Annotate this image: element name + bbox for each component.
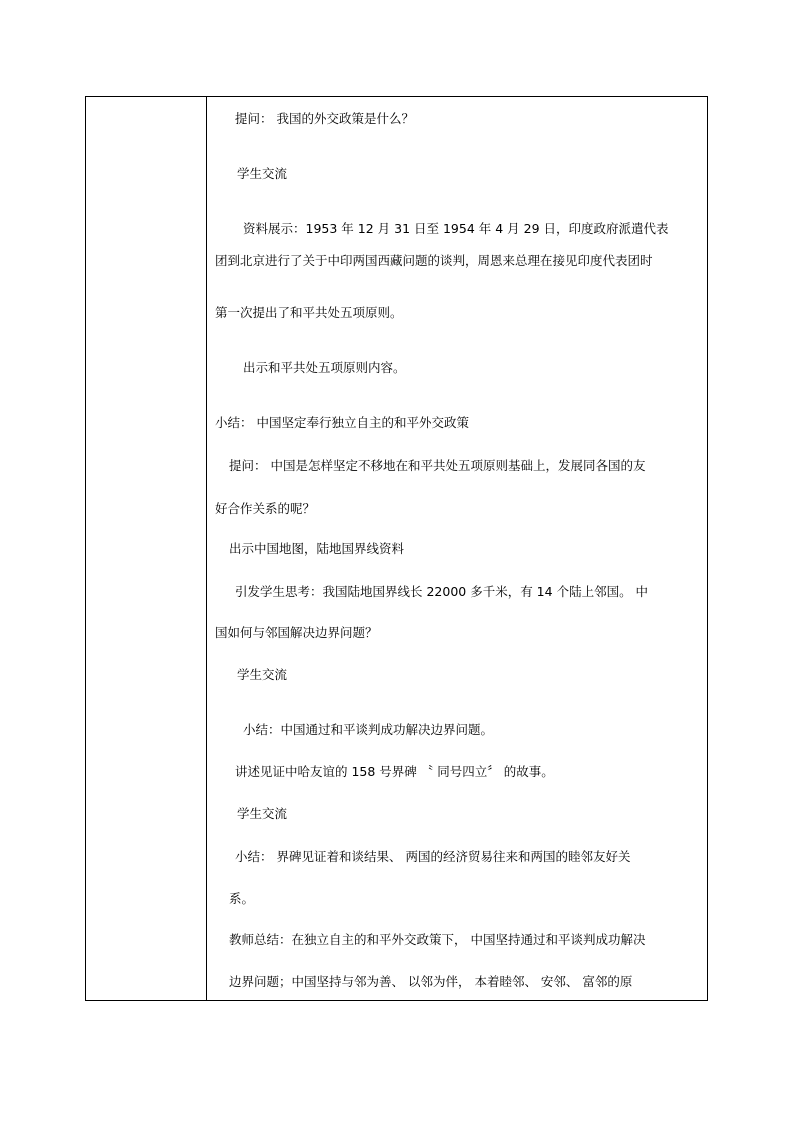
- left-cell: [86, 97, 207, 1000]
- summary-line: 小结：中国通过和平谈判成功解决边界问题。: [243, 722, 494, 737]
- summary-line: 系。: [229, 891, 255, 906]
- material-line: 团到北京进行了关于中印两国西藏问题的谈判，周恩来总理在接见印度代表团时: [215, 253, 653, 268]
- narration-line: 讲述见证中哈友谊的 158 号界碑 〝 同号四立〞 的故事。: [235, 764, 554, 779]
- show-line: 出示中国地图，陆地国界线资料: [229, 541, 405, 556]
- prompt-line: 国如何与邻国解决边界问题？: [215, 625, 378, 640]
- summary-line: 小结： 中国坚定奉行独立自主的和平外交政策: [215, 415, 469, 430]
- show-line: 出示和平共处五项原则内容。: [243, 360, 406, 375]
- question-line: 好合作关系的呢？: [215, 501, 316, 516]
- right-cell: [207, 97, 707, 1000]
- teacher-summary-line: 教师总结：在独立自主的和平外交政策下， 中国坚持通过和平谈判成功解决: [229, 932, 646, 947]
- summary-line: 小结： 界碑见证着和谈结果、 两国的经济贸易往来和两国的睦邻友好关: [235, 849, 631, 864]
- student-discussion: 学生交流: [237, 806, 288, 821]
- question-line: 提问： 中国是怎样坚定不移地在和平共处五项原则基础上，发展同各国的友: [229, 458, 646, 473]
- prompt-line: 引发学生思考：我国陆地国界线长 22000 多千米，有 14 个陆上邻国。 中: [235, 584, 649, 599]
- question-line: 提问： 我国的外交政策是什么？: [235, 111, 414, 126]
- student-discussion: 学生交流: [237, 667, 288, 682]
- student-discussion: 学生交流: [237, 166, 288, 181]
- teacher-summary-line: 边界问题；中国坚持与邻为善、 以邻为伴， 本着睦邻、 安邻、 富邻的原: [229, 974, 633, 989]
- lesson-table: [85, 96, 708, 1001]
- material-line: 第一次提出了和平共处五项原则。: [215, 305, 403, 320]
- material-line: 资料展示：1953 年 12 月 31 日至 1954 年 4 月 29 日，印度政府派遣代表: [243, 221, 669, 236]
